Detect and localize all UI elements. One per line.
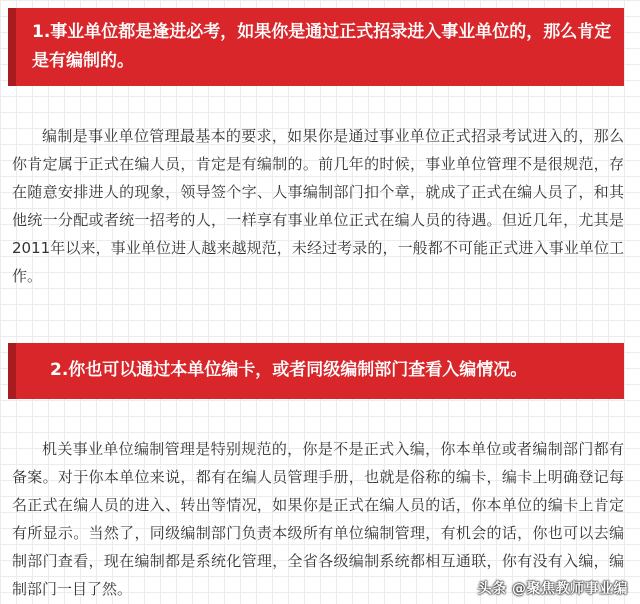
section-2-paragraph: 机关事业单位编制管理是特别规范的，你是不是正式入编，你本单位或者编制部门都有备案。对于你本单位来说，都有在编人员管理手册，也就是俗称的编卡，编卡上明确登记每名正式在编人员的进入、转出等情况，如果你是正式在编人员的话，你本单位的编卡上肯定有所显示。当然了，同级编制部门负责本级所有单位编制管理，有机会的话，你也可以去编制部门查看，现在编制都是系统化管理，全省各级编制系统都相互通联，你有没有入编，编制部门一目了然。 <box>12 440 624 598</box>
section-2-heading: 2.你也可以通过本单位编卡，或者同级编制部门查看入编情况。 <box>8 343 624 399</box>
section-1-paragraph: 编制是事业单位管理最基本的要求，如果你是通过事业单位正式招录考试进入的，那么你肯定属于正式在编人员，肯定是有编制的。前几年的时候，事业单位管理不是很规范，存在随意安排进人的现象，领导签个字、人事编制部门扣个章，就成了正式在编人员了，和其他统一分配或者统一招考的人，一样享有事业单位正式在编人员的待遇。但近几年，尤其是2011年以来，事业单位进人越来越规范，未经过考录的，一般都不可能正式进入事业单位工作。 <box>12 127 624 285</box>
author-watermark: 头条 @聚焦教师事业编 <box>477 581 628 597</box>
section-1-heading: 1.事业单位都是逢进必考，如果你是通过正式招录进入事业单位的，那么肯定是有编制的。 <box>8 8 624 86</box>
